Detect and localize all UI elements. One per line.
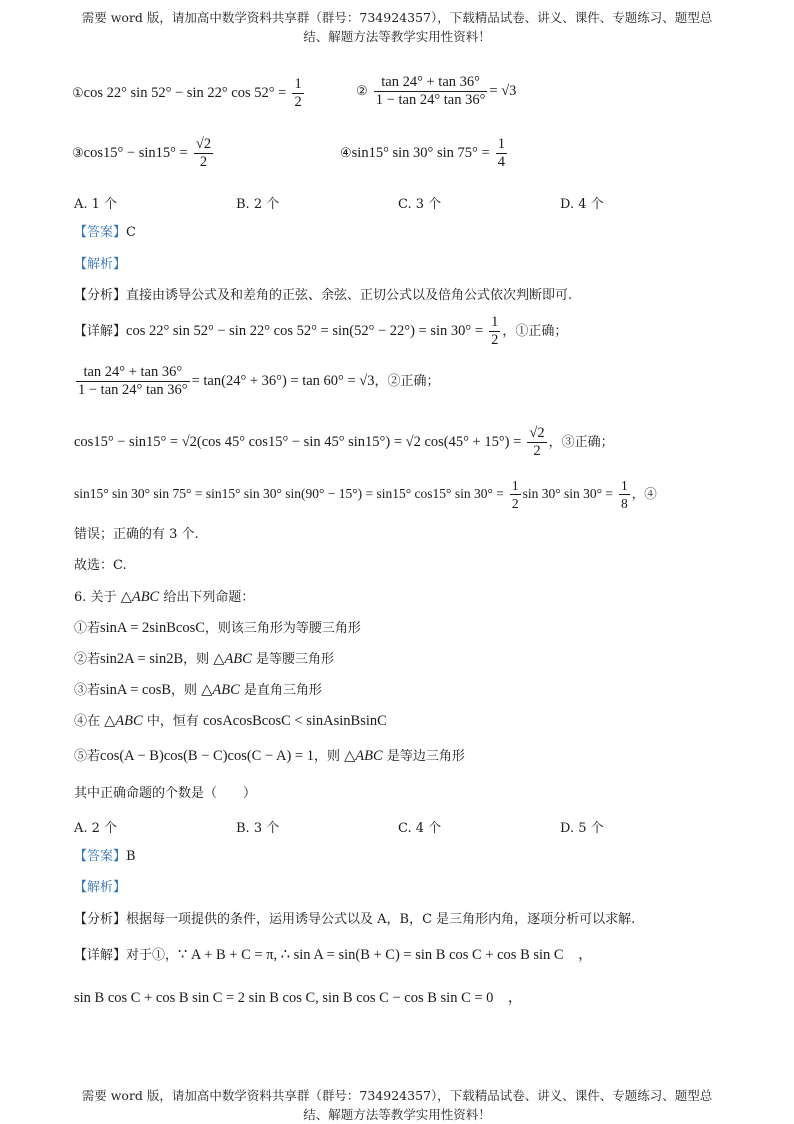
q6-option-a: A. 2 个: [74, 821, 118, 836]
q6-detail-line-2: sin B cos C + cos B sin C = 2 sin B cos C, sin B cos C − cos B sin C = 0 ，: [74, 990, 523, 1006]
statement-4-lhs: sin15° sin 30° sin 75° =: [351, 145, 490, 161]
header-line-1: 需要 word 版，请加高中数学资料共享群（群号：734924357），下载精品试卷、讲义、课件、专题练习、题型总: [81, 10, 713, 25]
q5-fenxi: 【分析】直接由诱导公式及和差角的正弦、余弦、正切公式以及倍角公式依次判断即可.: [74, 288, 573, 303]
detail-tag: 【详解】: [74, 324, 127, 339]
q5-detail-line-3: cos15° − sin15° = √2(cos 45° cos15° − sin 45° sin15°) = √2 cos(45° + 15°) = $\frac{√2}{2}$ ，③正确；: [74, 425, 614, 459]
page-footer: [60, 1086, 734, 1124]
q5-option-b: B. 2 个: [236, 197, 280, 212]
q6-fenxi: 【分析】根据每一项提供的条件，运用诱导公式以及 A，B，C 是三角形内角，逐项分析可以求解.: [74, 912, 636, 927]
q5-option-a: A. 1 个: [74, 197, 118, 212]
statement-1-fraction: $\frac{1}{2}$: [294, 76, 302, 110]
statement-1-number: ①: [72, 86, 84, 101]
statement-4-fraction: $\frac{1}{4}$: [497, 136, 506, 170]
statement-3-lhs: cos15° − sin15° =: [83, 145, 188, 161]
q5-detail-line-1: 【详解】cos 22° sin 52° − sin 22° cos 52° = sin(52° − 22°) = sin 30° = $\frac{1}{2}$ ，①正确；: [74, 314, 568, 348]
q6-option-d: D. 5 个: [560, 821, 604, 836]
statement-3-number: ③: [72, 146, 84, 161]
statement-3-fraction: $\frac{√2}{2}$: [195, 136, 212, 170]
statement-1: [72, 76, 306, 111]
q5-detail-line-2: $\frac{\tan 24^\circ + \tan 36^\circ}{1 - \tan 24^\circ \tan 36^\circ}$ = tan(24° + 36°) = tan 60° = √3，②正确；: [78, 364, 440, 398]
statement-2-rhs: = √3: [489, 83, 517, 99]
q5-detail-line-4: sin15° sin 30° sin 75° = sin15° sin 30° sin(90° − 15°) = sin15° cos15° sin 30° = $\frac{1}{2}$ sin 30° sin 30° = $\frac{1}{8}$ ，④: [74, 478, 657, 511]
statement-4: [340, 136, 509, 171]
q5-answer: [74, 223, 136, 243]
answer-tag: 【答案】: [74, 225, 127, 240]
q5-choose: 故选：C.: [74, 558, 127, 573]
q6-analysis-tag: 【解析】: [74, 880, 127, 895]
q6-answer: [74, 847, 136, 867]
statement-3: [72, 136, 215, 171]
q6-proposition-2: ②若sin2A = sin2B，则 △ABC 是等腰三角形: [74, 651, 334, 667]
q6-proposition-3: ③若sinA = cosB，则 △ABC 是直角三角形: [74, 682, 322, 698]
q6-option-c: C. 4 个: [398, 821, 442, 836]
statement-2: [356, 74, 516, 109]
q6-detail-line-1: 【详解】对于①，∵ A + B + C = π, ∴ sin A = sin(B + C) = sin B cos C + cos B sin C ，: [74, 947, 593, 963]
q6-proposition-4: ④在 △ABC 中，恒有 cosAcosBcosC < sinAsinBsinC: [74, 713, 387, 729]
q5-detail-line-5: 错误；正确的有 3 个.: [74, 527, 199, 542]
q6-stem: 6. 关于 △ABC 给出下列命题：: [74, 589, 255, 605]
header-line-2: 结、解题方法等教学实用性资料！: [303, 29, 491, 44]
statement-4-number: ④: [340, 146, 352, 161]
q5-option-c: C. 3 个: [398, 197, 442, 212]
answer-tag: 【答案】: [74, 849, 127, 864]
statement-1-lhs: cos 22° sin 52° − sin 22° cos 52° =: [83, 85, 287, 101]
q6-ask: 其中正确命题的个数是（ ）: [74, 786, 257, 801]
answer-value: C: [126, 225, 136, 240]
answer-value: B: [126, 849, 136, 864]
q6-option-b: B. 3 个: [236, 821, 280, 836]
q6-proposition-5: ⑤若cos(A − B)cos(B − C)cos(C − A) = 1，则 △ABC 是等边三角形: [74, 748, 465, 764]
footer-line-1: 需要 word 版，请加高中数学资料共享群（群号：734924357），下载精品试卷、讲义、课件、专题练习、题型总: [81, 1088, 713, 1103]
page-header: [60, 8, 734, 46]
footer-line-2: 结、解题方法等教学实用性资料！: [303, 1107, 491, 1122]
statement-2-fraction: $\frac{\tan 24^\circ + \tan 36^\circ}{1 - \tan 24^\circ \tan 36^\circ}$: [375, 74, 486, 108]
q6-proposition-1: ①若sinA = 2sinBcosC，则该三角形为等腰三角形: [74, 620, 361, 636]
statement-2-number: ②: [356, 84, 368, 99]
q5-option-d: D. 4 个: [560, 197, 604, 212]
q5-analysis-tag: 【解析】: [74, 257, 127, 272]
